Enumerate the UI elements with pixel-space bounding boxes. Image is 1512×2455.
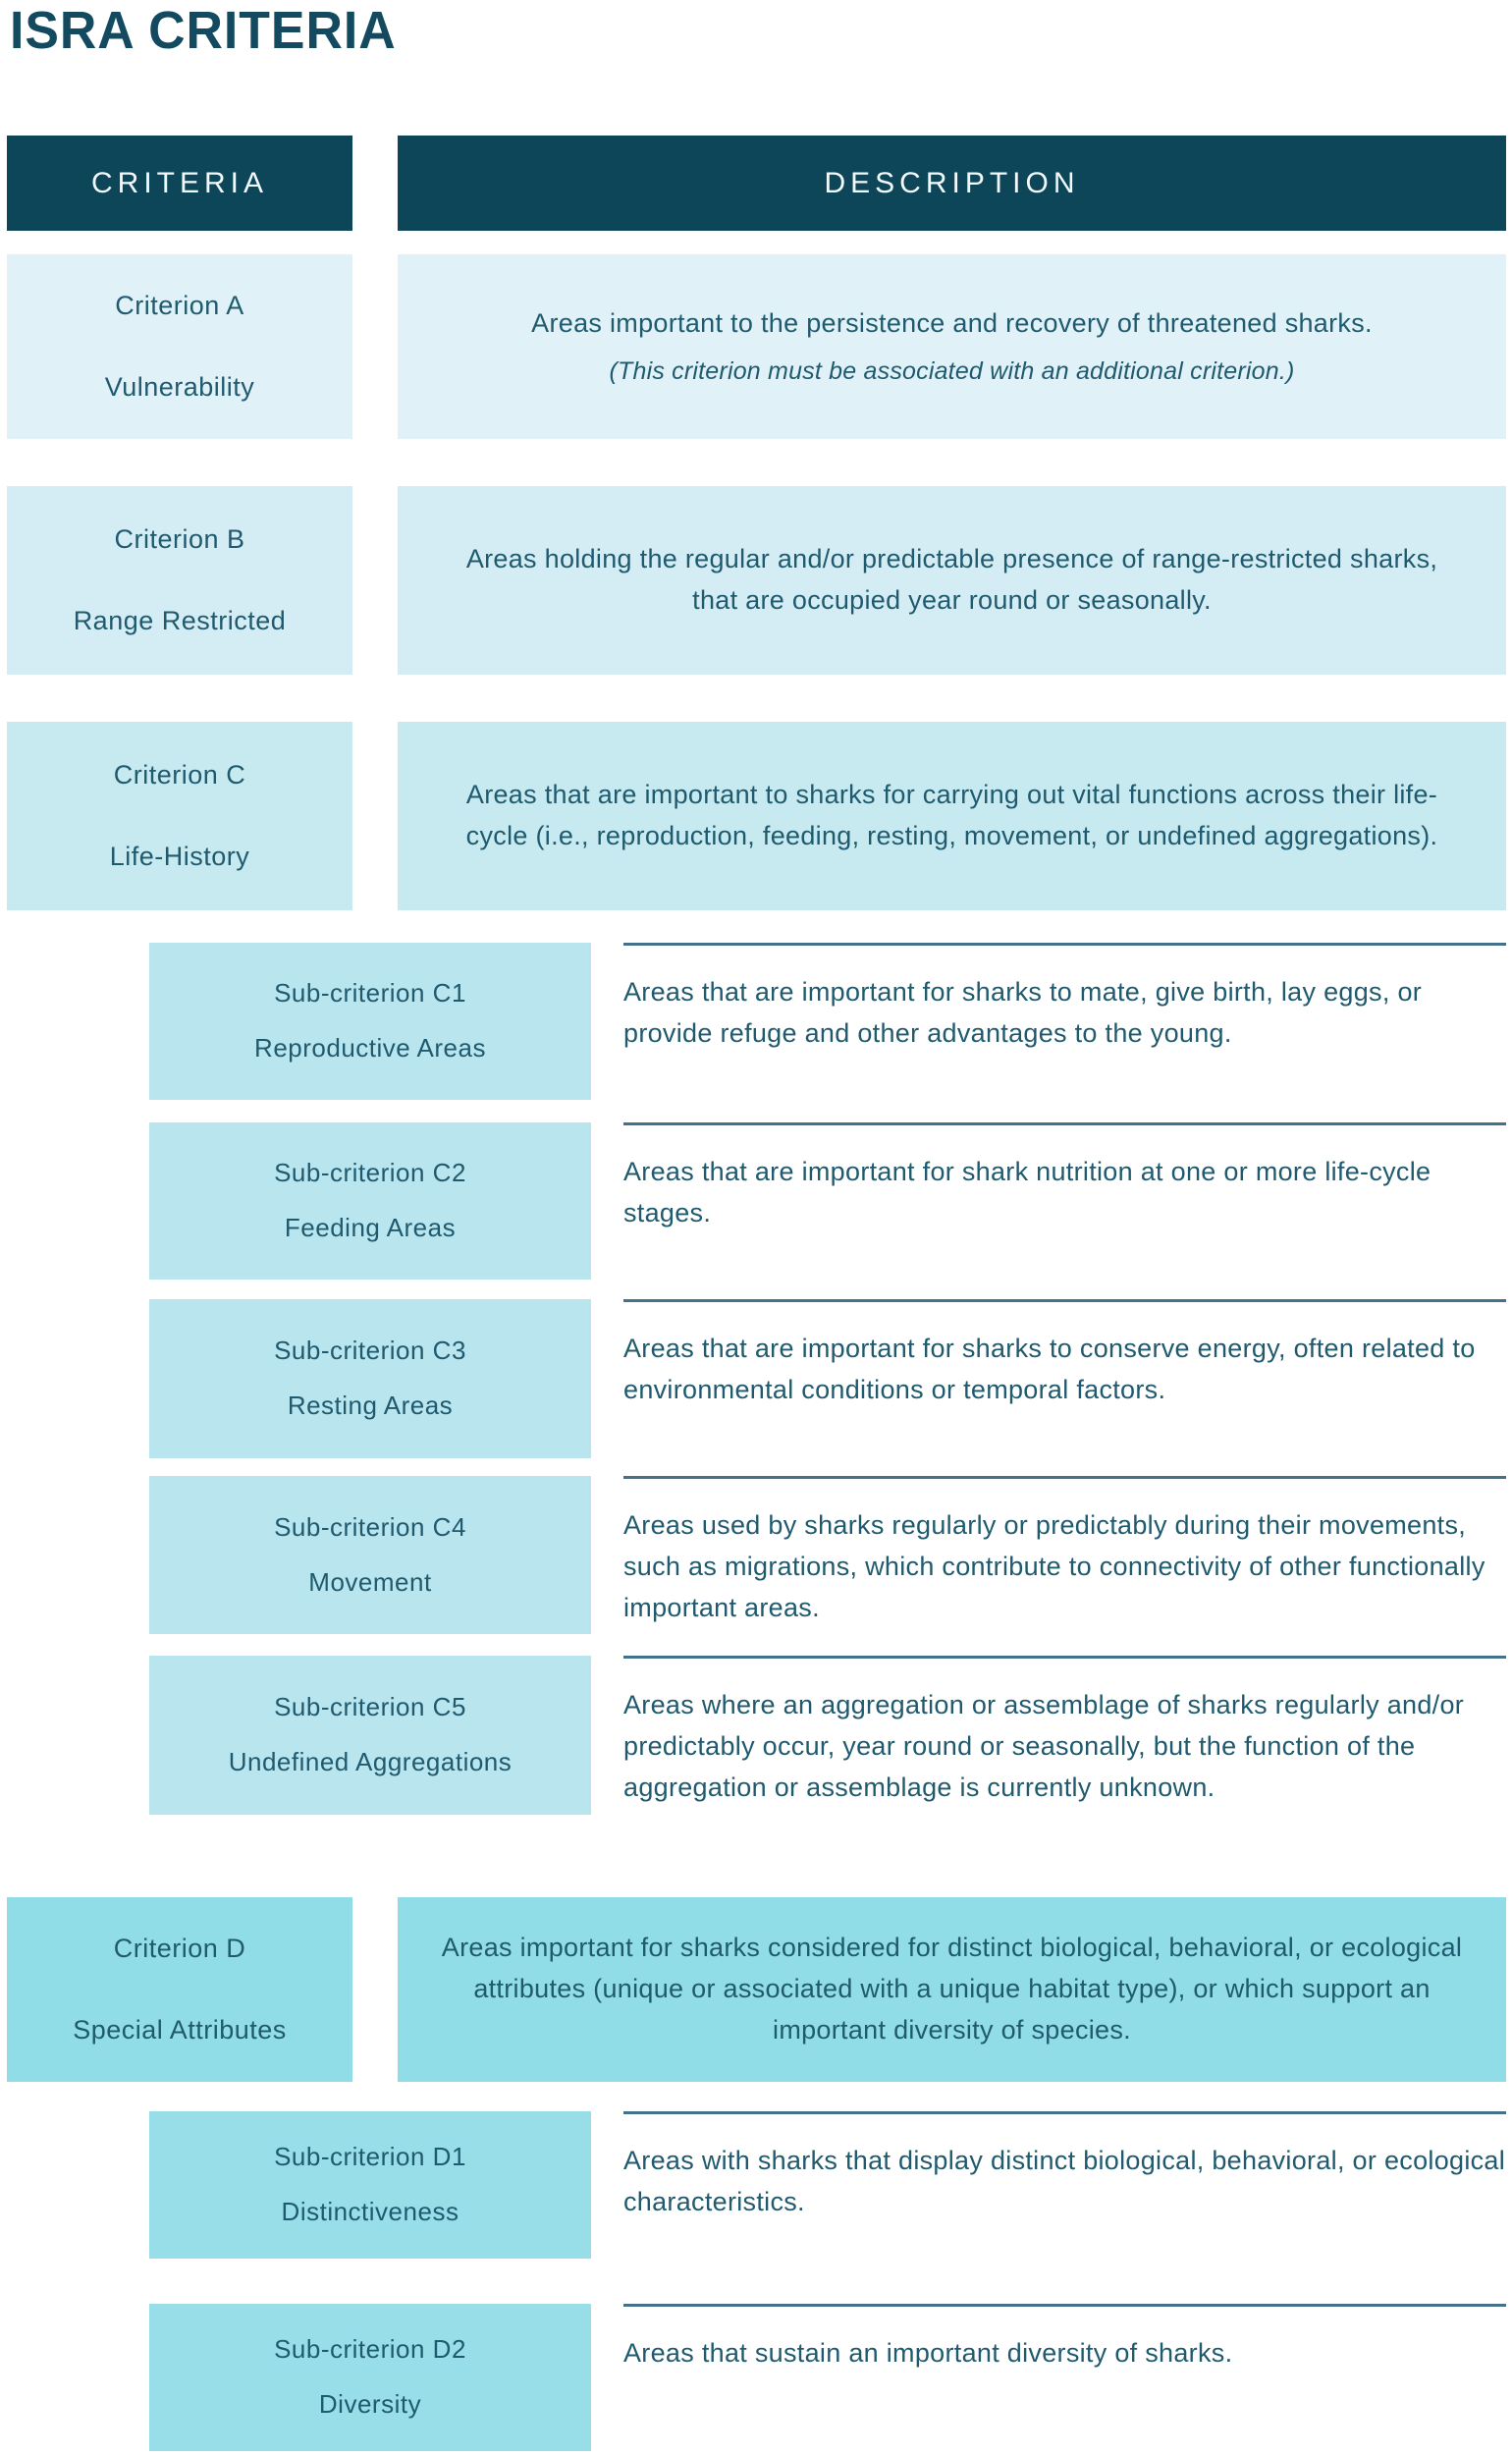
criterion-subtitle-label: Feeding Areas bbox=[284, 1213, 457, 1242]
criterion-note-text: (This criterion must be associated with an additional criterion.) bbox=[609, 356, 1295, 385]
criterion-name-label: Sub-criterion C3 bbox=[274, 1336, 466, 1366]
description-text: Areas important for sharks considered for distinct biological, behavioral, or ecological attributes (unique or associated with a unique habitat type), or which support an important diversity of species. bbox=[441, 1933, 1463, 2045]
sub-criterion-c5-description-section bbox=[623, 1656, 1506, 1815]
criterion-d-box bbox=[7, 1897, 352, 2082]
criterion-name-label: Sub-criterion C2 bbox=[274, 1158, 466, 1188]
criterion-subtitle-label: Life-History bbox=[109, 842, 250, 871]
criterion-d-description-box bbox=[398, 1897, 1506, 2082]
criterion-name-label: Sub-criterion D1 bbox=[274, 2142, 466, 2172]
criterion-a-box bbox=[7, 254, 352, 439]
description-text: Areas holding the regular and/or predictable presence of range-restricted sharks, that are occupied year round or seasonally. bbox=[465, 544, 1438, 615]
description-text: Areas used by sharks regularly or predictably during their movements, such as migrations, which contribute to connectivity of other functionally important areas. bbox=[623, 1510, 1485, 1622]
criterion-subtitle-label: Resting Areas bbox=[287, 1391, 454, 1420]
sub-criterion-c3-box bbox=[149, 1299, 591, 1458]
description-text: Areas where an aggregation or assemblage of sharks regularly and/or predictably occur, year round or seasonally, but the function of the aggregation or assemblage is currently unknown. bbox=[623, 1690, 1465, 1802]
criterion-subtitle-label: Distinctiveness bbox=[281, 2197, 459, 2226]
criterion-name-label: Criterion C bbox=[113, 759, 246, 790]
sub-criterion-c3-description-section bbox=[623, 1299, 1506, 1458]
criterion-b-box bbox=[7, 486, 352, 675]
sub-criterion-c4-description-section bbox=[623, 1476, 1506, 1634]
criterion-name-label: Sub-criterion C4 bbox=[274, 1511, 466, 1542]
criterion-subtitle-label: Vulnerability bbox=[104, 372, 255, 402]
criterion-subtitle-label: Range Restricted bbox=[73, 606, 287, 635]
criterion-c-description-box bbox=[398, 722, 1506, 910]
criterion-a-description-box bbox=[398, 254, 1506, 439]
description-text: Areas that are important for sharks to mate, give birth, lay eggs, or provide refuge and other advantages to the young. bbox=[623, 977, 1423, 1048]
criterion-name-label: Sub-criterion D2 bbox=[274, 2334, 466, 2365]
criterion-c-box bbox=[7, 722, 352, 910]
criterion-name-label: Sub-criterion C5 bbox=[274, 1692, 466, 1722]
criterion-subtitle-label: Movement bbox=[308, 1566, 432, 1597]
page-title: ISRA CRITERIA bbox=[10, 1, 397, 60]
criterion-name-label: Sub-criterion C1 bbox=[274, 978, 466, 1009]
description-text: Areas that sustain an important diversity of sharks. bbox=[623, 2338, 1233, 2368]
criteria-column-header bbox=[7, 136, 352, 231]
criterion-b-description-box bbox=[398, 486, 1506, 675]
description-text: Areas that are important to sharks for carrying out vital functions across their life-cycle (i.e., reproduction, feeding, resting, movement, or undefined aggregations). bbox=[465, 780, 1438, 850]
criterion-name-label: Criterion A bbox=[115, 290, 244, 320]
sub-criterion-c4-box bbox=[149, 1476, 591, 1634]
description-text: Areas that are important for sharks to conserve energy, often related to environmental conditions or temporal factors. bbox=[623, 1334, 1476, 1404]
sub-criterion-d1-description-section bbox=[623, 2111, 1506, 2259]
sub-criterion-d1-box bbox=[149, 2111, 591, 2259]
criterion-subtitle-label: Undefined Aggregations bbox=[228, 1747, 513, 1776]
criterion-subtitle-label: Special Attributes bbox=[73, 2015, 287, 2045]
criterion-subtitle-label: Diversity bbox=[318, 2389, 422, 2419]
criteria-header-label: CRITERIA bbox=[90, 166, 268, 199]
criterion-name-label: Criterion B bbox=[114, 523, 245, 554]
description-text: Areas that are important for shark nutrition at one or more life-cycle stages. bbox=[623, 1157, 1431, 1228]
sub-criterion-d2-box bbox=[149, 2304, 591, 2451]
description-text: Areas with sharks that display distinct biological, behavioral, or ecological characteristics. bbox=[623, 2146, 1506, 2216]
sub-criterion-c1-box bbox=[149, 943, 591, 1100]
criterion-name-label: Criterion D bbox=[113, 1933, 246, 1963]
sub-criterion-d2-description-section bbox=[623, 2304, 1506, 2451]
sub-criterion-c1-description-section bbox=[623, 943, 1506, 1100]
description-text: Areas important to the persistence and recovery of threatened sharks. bbox=[531, 307, 1373, 338]
description-header-label: DESCRIPTION bbox=[824, 166, 1080, 199]
sub-criterion-c2-box bbox=[149, 1122, 591, 1280]
description-column-header bbox=[398, 136, 1506, 231]
criterion-subtitle-label: Reproductive Areas bbox=[254, 1033, 486, 1063]
sub-criterion-c2-description-section bbox=[623, 1122, 1506, 1280]
sub-criterion-c5-box bbox=[149, 1656, 591, 1815]
